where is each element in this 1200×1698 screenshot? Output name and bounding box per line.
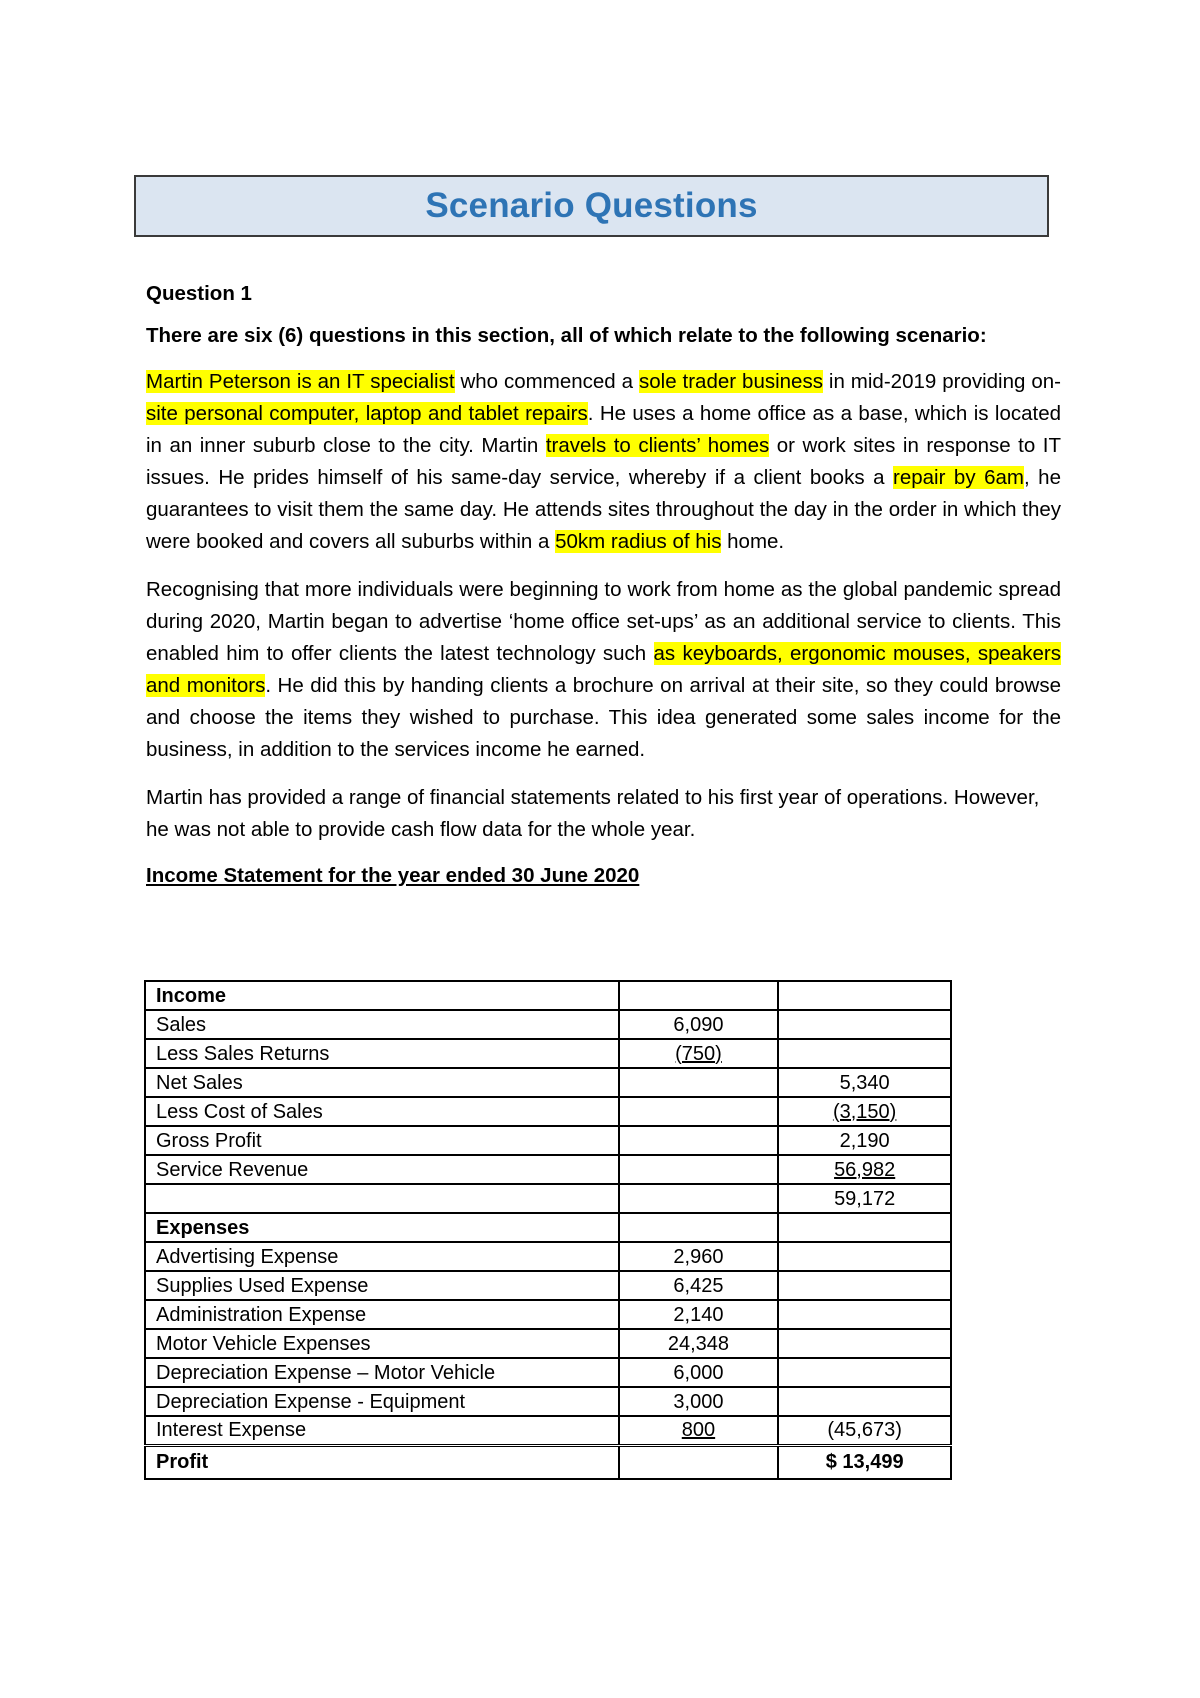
table-row — [145, 1329, 951, 1358]
profit-row — [145, 1445, 951, 1479]
highlighted-text: 50km radius of his — [555, 530, 722, 553]
row-total — [778, 981, 951, 1010]
highlighted-text: repair by 6am — [893, 466, 1024, 489]
row-total — [778, 1039, 951, 1068]
table-row — [145, 981, 951, 1010]
profit-amount — [619, 1445, 779, 1479]
row-total-value: (45,673) — [827, 1419, 902, 1442]
profit-total — [778, 1445, 951, 1479]
table-row — [145, 1068, 951, 1097]
table-row — [145, 1358, 951, 1387]
scenario-paragraph-3: Martin has provided a range of financial statements related to his first year of operations. However, he was not able to provide cash flow data for the whole year. — [146, 786, 1040, 841]
row-label-value: Expenses — [156, 1216, 250, 1239]
row-total — [778, 1184, 951, 1213]
row-amount — [619, 1184, 779, 1213]
row-total-value: (3,150) — [832, 1100, 897, 1123]
row-amount — [619, 1416, 779, 1445]
highlighted-text: site personal computer, laptop and tablet repairs — [146, 402, 588, 425]
text-segment: or work sites in response to IT issues. He prides himself of his same-day service, whereby if a client books a — [146, 434, 1061, 489]
text-segment: who commenced a — [454, 370, 639, 393]
row-total — [778, 1387, 951, 1416]
row-label-value: Depreciation Expense - Equipment — [156, 1390, 466, 1413]
row-label-value: Interest Expense — [156, 1419, 307, 1442]
row-amount-value: 6,425 — [673, 1274, 724, 1297]
row-label — [145, 1155, 619, 1184]
row-label — [145, 1300, 619, 1329]
table-row — [145, 1271, 951, 1300]
table-row — [145, 1097, 951, 1126]
page-title: Scenario Questions — [425, 186, 758, 225]
income-statement-table — [144, 980, 952, 1480]
table-row — [145, 1039, 951, 1068]
highlighted-text: travels to clients’ homes — [545, 434, 770, 457]
row-amount — [619, 1358, 779, 1387]
row-label — [145, 1271, 619, 1300]
table-row — [145, 1213, 951, 1242]
row-label — [145, 1010, 619, 1039]
highlighted-text: sole trader business — [638, 370, 823, 393]
row-amount — [619, 1097, 779, 1126]
row-amount — [619, 1387, 779, 1416]
row-label-value: Supplies Used Expense — [156, 1274, 369, 1297]
question-intro: There are six (6) questions in this section, all of which relate to the following scenario: — [146, 324, 987, 347]
row-label-value: Less Sales Returns — [156, 1042, 330, 1065]
row-amount — [619, 1039, 779, 1068]
row-label — [145, 1416, 619, 1445]
row-total — [778, 1358, 951, 1387]
text-segment: , he guarantees to visit them the same day. He attends sites throughout the day in the order in which they were booked and covers all suburbs within a — [146, 466, 1061, 553]
row-total-value: 2,190 — [839, 1129, 890, 1152]
profit-total-value: $ 13,499 — [825, 1451, 904, 1474]
text-segment: home. — [721, 530, 785, 553]
row-amount — [619, 1300, 779, 1329]
row-label — [145, 1387, 619, 1416]
row-label-value: Motor Vehicle Expenses — [156, 1332, 371, 1355]
row-label-value: Depreciation Expense – Motor Vehicle — [156, 1361, 496, 1384]
row-total — [778, 1126, 951, 1155]
table-row — [145, 1300, 951, 1329]
text-segment: Recognising that more individuals were beginning to work from home as the global pandemic spread during 2020, Martin began to advertise ‘home office set-ups’ as an additional service to clients. This enabled him to offer clients the latest technology such — [146, 578, 1061, 665]
row-amount — [619, 1329, 779, 1358]
row-amount — [619, 1271, 779, 1300]
question-label: Question 1 — [146, 282, 252, 305]
title-box — [134, 175, 1049, 237]
row-label-value: Net Sales — [156, 1071, 243, 1094]
text-segment: . He did this by handing clients a brochure on arrival at their site, so they could browse and choose the items they wished to purchase. This idea generated some sales income for the business, in addition to the services income he earned. — [146, 674, 1061, 761]
row-total-value: 5,340 — [839, 1071, 890, 1094]
row-amount-value: (750) — [675, 1042, 722, 1065]
row-amount-value: 6,000 — [673, 1361, 724, 1384]
row-total — [778, 1416, 951, 1445]
row-label — [145, 1242, 619, 1271]
row-amount-value: 3,000 — [673, 1390, 724, 1413]
row-total-value: 56,982 — [834, 1158, 896, 1181]
text-segment: in mid-2019 providing on- — [822, 370, 1061, 393]
row-label-value: Administration Expense — [156, 1303, 367, 1326]
row-amount — [619, 1242, 779, 1271]
row-label — [145, 1097, 619, 1126]
row-amount — [619, 981, 779, 1010]
row-label-value: Service Revenue — [156, 1158, 309, 1181]
row-total — [778, 1329, 951, 1358]
text-segment: . He uses a home office as a base, which is located in an inner suburb close to the city. Martin — [146, 402, 1061, 457]
row-label-value: Gross Profit — [156, 1129, 262, 1152]
row-total — [778, 1010, 951, 1039]
table-row — [145, 1416, 951, 1445]
row-label — [145, 1068, 619, 1097]
profit-label — [145, 1445, 619, 1479]
scenario-paragraph-2 — [146, 574, 1061, 766]
highlighted-text: as keyboards, ergonomic mouses, speakers and monitors — [146, 642, 1061, 697]
row-label — [145, 1329, 619, 1358]
scenario-paragraph-1 — [146, 366, 1061, 558]
row-label — [145, 1213, 619, 1242]
row-total — [778, 1213, 951, 1242]
row-amount — [619, 1155, 779, 1184]
row-label-value: Income — [156, 984, 227, 1007]
row-amount — [619, 1010, 779, 1039]
row-total — [778, 1155, 951, 1184]
table-row — [145, 1010, 951, 1039]
row-label-value: Advertising Expense — [156, 1245, 339, 1268]
content — [146, 278, 1061, 908]
row-amount — [619, 1126, 779, 1155]
row-label-value: Less Cost of Sales — [156, 1100, 323, 1123]
row-total — [778, 1271, 951, 1300]
row-amount-value: 2,140 — [673, 1303, 724, 1326]
income-statement-heading: Income Statement for the year ended 30 June 2020 — [146, 864, 640, 887]
row-total — [778, 1097, 951, 1126]
row-amount-value: 24,348 — [667, 1332, 730, 1355]
row-label-value: Sales — [156, 1013, 207, 1036]
row-label — [145, 981, 619, 1010]
table-row — [145, 1155, 951, 1184]
row-amount-value: 800 — [681, 1419, 716, 1442]
profit-label-value: Profit — [156, 1451, 209, 1474]
row-total — [778, 1242, 951, 1271]
row-label — [145, 1184, 619, 1213]
table-row — [145, 1126, 951, 1155]
row-total — [778, 1300, 951, 1329]
highlighted-text: Martin Peterson is an IT specialist — [146, 370, 455, 393]
row-label — [145, 1039, 619, 1068]
row-amount — [619, 1068, 779, 1097]
table-row — [145, 1184, 951, 1213]
row-total-value: 59,172 — [834, 1187, 896, 1210]
row-amount — [619, 1213, 779, 1242]
row-label — [145, 1126, 619, 1155]
row-amount-value: 6,090 — [673, 1013, 724, 1036]
table-row — [145, 1387, 951, 1416]
row-label — [145, 1358, 619, 1387]
table-row — [145, 1242, 951, 1271]
row-total — [778, 1068, 951, 1097]
row-amount-value: 2,960 — [673, 1245, 724, 1268]
